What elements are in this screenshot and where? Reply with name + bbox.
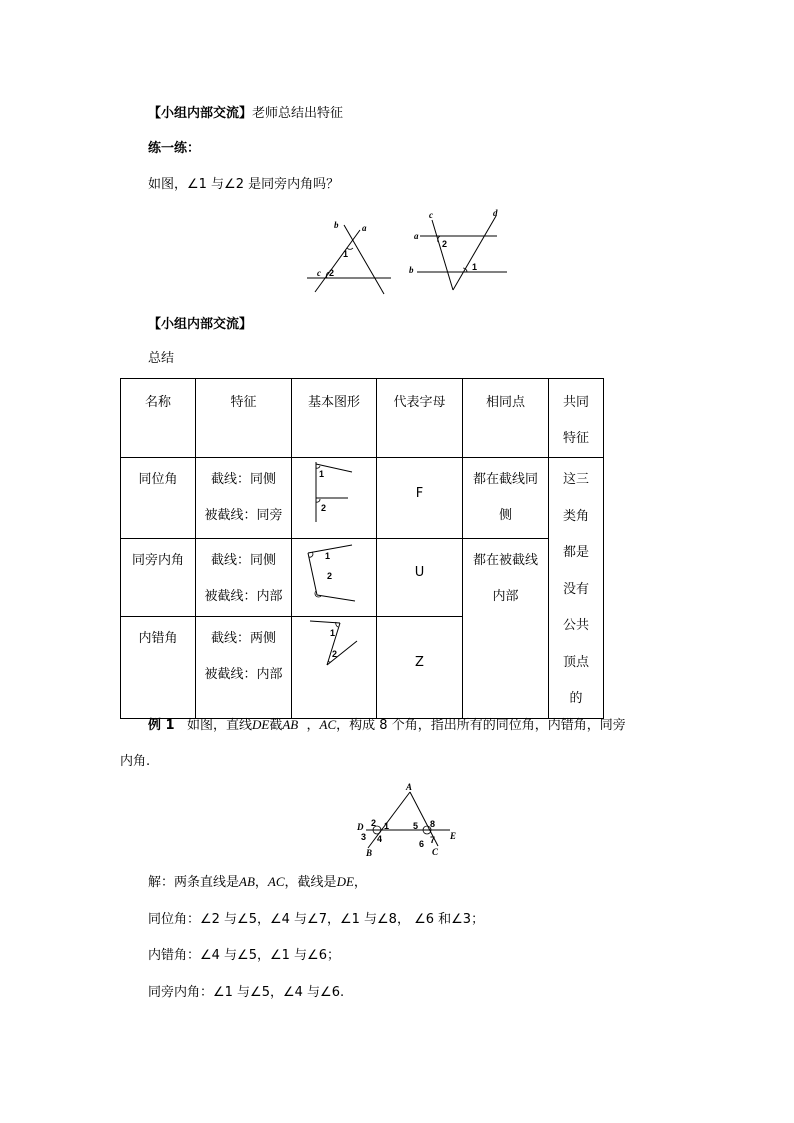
example-de: DE bbox=[252, 717, 270, 732]
row-name: 同旁内角 bbox=[121, 539, 196, 617]
fig-u-angle-2: 2 bbox=[327, 571, 333, 581]
common-char-4: 没有 bbox=[562, 581, 589, 597]
fig2-angle-1: 1 bbox=[472, 262, 478, 272]
svg-text:2: 2 bbox=[371, 818, 377, 828]
svg-text:4: 4 bbox=[377, 834, 383, 844]
fig2-line-c bbox=[432, 220, 453, 290]
fig2-label-c: c bbox=[429, 210, 433, 220]
fig1-label-a: a bbox=[362, 223, 367, 233]
row-same-2 bbox=[463, 539, 549, 719]
row-figure bbox=[292, 539, 377, 617]
row-feature-1: 截线：同侧 bbox=[210, 553, 276, 568]
same-point-2-line2: 内部 bbox=[492, 589, 519, 604]
example-ac: AC bbox=[319, 717, 337, 732]
same-point-1-line2: 侧 bbox=[498, 508, 512, 523]
header-common-line1: 共同 bbox=[562, 395, 589, 410]
section-heading-1 bbox=[148, 102, 343, 121]
solution-line-1: 解：两条直线是AB，AC，截线是DE， bbox=[148, 874, 367, 890]
row-letter: Z bbox=[377, 616, 463, 718]
alternate-angle-figure bbox=[292, 617, 376, 677]
row-letter: U bbox=[377, 539, 463, 617]
fig-f-angle-2: 2 bbox=[321, 503, 327, 513]
practice-title: 练一练： bbox=[148, 141, 201, 156]
summary-label: 总结 bbox=[148, 351, 175, 366]
fig3-label-E: E bbox=[450, 831, 457, 841]
fig2-label-d: d bbox=[493, 208, 498, 218]
section-heading-2: 【小组内部交流】 bbox=[148, 317, 253, 332]
header-letter: 代表字母 bbox=[377, 379, 463, 458]
solution-co-interior: 同旁内角：∠1 与∠5，∠4 与∠6. bbox=[148, 985, 345, 1000]
header-common-line2: 特征 bbox=[562, 431, 589, 446]
header-common-feature bbox=[549, 379, 604, 458]
fig-z-angle-2: 2 bbox=[332, 648, 338, 659]
figure-2-v-shape bbox=[405, 206, 513, 294]
example-label: 例 1 bbox=[148, 718, 175, 733]
question-text: 如图，∠1 与∠2 是同旁内角吗？ bbox=[148, 177, 340, 192]
heading-rest-text: 老师总结出特征 bbox=[252, 106, 344, 121]
figure-1-triangle bbox=[305, 212, 395, 298]
row-feature-2: 被截线：同旁 bbox=[204, 508, 283, 523]
fig2-label-a: a bbox=[414, 231, 419, 241]
row-name: 同位角 bbox=[121, 458, 196, 539]
fig3-label-B: B bbox=[366, 848, 373, 858]
corresponding-angle-figure bbox=[292, 458, 376, 536]
fig2-angle-2: 2 bbox=[442, 239, 448, 249]
row-figure bbox=[292, 458, 377, 539]
common-char-2: 类角 bbox=[562, 508, 589, 524]
solution-corresponding: 同位角：∠2 与∠5，∠4 与∠7，∠1 与∠8， ∠6 和∠3； bbox=[148, 912, 485, 927]
fig2-label-b: b bbox=[409, 265, 414, 275]
svg-text:3: 3 bbox=[361, 832, 367, 842]
common-char-5: 公共 bbox=[562, 618, 589, 633]
common-char-1: 这三 bbox=[562, 472, 589, 487]
header-same-point: 相同点 bbox=[463, 379, 549, 458]
common-char-7: 的 bbox=[569, 691, 583, 706]
table-row bbox=[121, 458, 604, 539]
row-feature bbox=[196, 616, 292, 718]
fig-z-angle-1: 1 bbox=[330, 627, 336, 638]
fig-u-angle-1: 1 bbox=[325, 551, 331, 561]
fig-f-angle-1: 1 bbox=[319, 469, 325, 479]
svg-text:7: 7 bbox=[430, 835, 436, 845]
solution-alternate: 内错角：∠4 与∠5，∠1 与∠6； bbox=[148, 948, 340, 963]
row-feature-1: 截线：两侧 bbox=[210, 630, 276, 646]
table-header-row bbox=[121, 379, 604, 458]
row-feature-1: 截线：同侧 bbox=[210, 472, 276, 487]
summary-table bbox=[120, 378, 604, 719]
fig1-line-b bbox=[344, 225, 384, 294]
fig1-angle-1: 1 bbox=[343, 249, 349, 259]
svg-text:5: 5 bbox=[413, 821, 419, 831]
header-name: 名称 bbox=[121, 379, 196, 458]
fig1-label-b: b bbox=[334, 220, 339, 230]
header-feature: 特征 bbox=[196, 379, 292, 458]
figure-3-triangle-transversal bbox=[350, 780, 462, 858]
example-ab: AB bbox=[282, 717, 299, 732]
fig3-label-D: D bbox=[357, 822, 364, 832]
svg-text:6: 6 bbox=[419, 839, 425, 849]
fig2-line-d bbox=[453, 216, 496, 290]
fig1-label-c: c bbox=[317, 268, 321, 278]
example-line-2: 内角. bbox=[120, 754, 151, 769]
header-basic-figure: 基本图形 bbox=[292, 379, 377, 458]
co-interior-angle-figure bbox=[292, 539, 376, 611]
table-row bbox=[121, 539, 604, 617]
row-figure bbox=[292, 616, 377, 718]
example-line-1: 例 1 如图，直线DE截AB ，AC，构成 8 个角，指出所有的同位角，内错角，同旁 bbox=[148, 717, 626, 733]
common-char-3: 都是 bbox=[562, 545, 589, 560]
fig1-line-a bbox=[315, 230, 360, 292]
same-point-2-line1: 都在被截线 bbox=[472, 553, 538, 568]
heading-bracket-label: 【小组内部交流】 bbox=[148, 106, 253, 121]
row-feature-2: 被截线：内部 bbox=[204, 666, 283, 682]
fig3-label-C: C bbox=[432, 847, 439, 857]
row-same-1 bbox=[463, 458, 549, 539]
fig1-angle-2: 2 bbox=[329, 268, 335, 278]
common-feature-cell bbox=[549, 458, 604, 719]
svg-text:8: 8 bbox=[430, 819, 436, 829]
row-feature bbox=[196, 458, 292, 539]
fig3-label-A: A bbox=[406, 782, 413, 792]
common-char-6: 顶点 bbox=[562, 654, 589, 670]
row-feature-2: 被截线：内部 bbox=[204, 589, 283, 604]
row-name: 内错角 bbox=[121, 616, 196, 718]
same-point-1-line1: 都在截线同 bbox=[472, 472, 538, 487]
row-feature bbox=[196, 539, 292, 617]
row-letter: F bbox=[377, 458, 463, 539]
svg-text:1: 1 bbox=[384, 821, 390, 831]
